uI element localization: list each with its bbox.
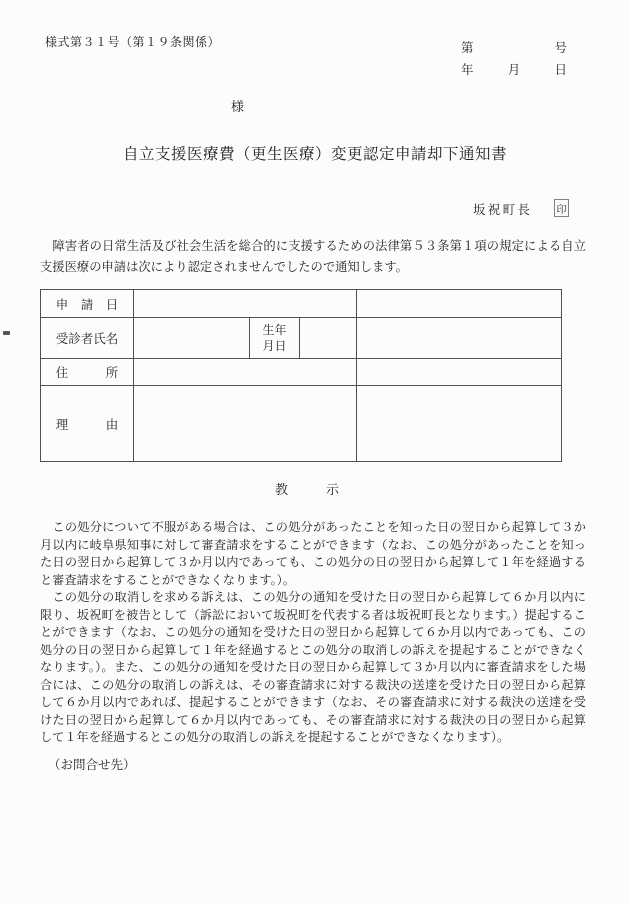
table-row-recipient-name [41,317,561,358]
notice-paragraph-1: この処分について不服がある場合は、この処分があったことを知った日の翌日から起算して３か月以内に岐阜県知事に対して審査請求をすることができます（なお、この処分があったことを知った日の翌日から起算して３か月以内であっても、この処分の日の翌日から起算して１年を経過すると審査請求をすることができなくなります。）。 [40,520,586,587]
address-side-cell [356,359,561,385]
seal-character: 印 [556,204,567,216]
application-table [40,289,562,462]
notice-body [40,519,586,747]
doc-number-suffix: 号 [554,41,567,55]
birth-date-label-line2: 月日 [262,339,287,353]
date-month-label: 月 [507,63,521,77]
recipient-name-label: 受診者氏名 [55,332,119,346]
form-number: 様式第３１号（第１９条関係） [45,35,221,49]
reason-label: 理 由 [55,417,119,432]
table-row-reason [41,385,561,461]
addressee-honorific: 様 [231,99,245,114]
notice-heading: 教 示 [275,482,344,497]
recipient-name-value-cell [133,318,249,358]
birth-date-label [249,318,299,358]
application-date-label: 申 請 日 [55,297,119,312]
document-title: 自立支援医療費（更生医療）変更認定申請却下通知書 [122,146,507,163]
notice-paragraph-2: この処分の取消しを求める訴えは、この処分の通知を受けた日の翌日から起算して６か月以内に限り、坂祝町を被告として（訴訟において坂祝町を代表する者は坂祝町長となります。）提起することができます（なお、この処分の通知を受けた日の翌日から起算して６か月以内であっても、この処分の日の翌日から起算して１年を経過するとこの処分の取消しの訴えを提起することができなくなります。）。また、この処分の通知を受けた日の翌日から起算して３か月以内に審査請求をした場合には、この処分の取消しの訴えは、その審査請求に対する裁決の送達を受けた日の翌日から起算して６か月以内であれば、提起することができます（なお、その審査請求に対する裁決の送達を受けた日の翌日から起算して６か月以内であっても、その審査請求に対する裁決の日の翌日から起算して１年を経過するとこの処分の取消しの訴えを提起することができなくなります）。 [40,590,586,744]
address-value-cell [133,359,356,385]
intro-paragraph: 障害者の日常生活及び社会生活を総合的に支援するための法律第５３条第１項の規定による自立支援医療の申請は次により認定されませんでしたので通知します。 [40,239,586,274]
date-year-label: 年 [461,63,474,77]
recipient-name-side-cell [356,318,561,358]
contact-heading: （お問合せ先） [48,758,136,772]
inkan-seal-box [554,199,569,217]
application-date-side-cell [356,290,561,317]
address-label: 住 所 [55,366,119,380]
issuer-name: 坂祝町長 [473,203,533,217]
table-row-address [41,358,561,385]
reason-value-cell [133,386,356,461]
doc-number-line [461,38,567,56]
reason-side-cell [356,386,561,461]
birth-date-label-line1: 生年 [262,323,287,337]
doc-number-prefix: 第 [461,41,474,55]
table-row-application-date [41,290,561,317]
birth-date-value-cell [299,318,356,358]
date-day-label: 日 [554,63,567,77]
date-line [461,60,567,78]
application-date-value-cell [133,290,356,317]
fold-mark [3,331,10,335]
